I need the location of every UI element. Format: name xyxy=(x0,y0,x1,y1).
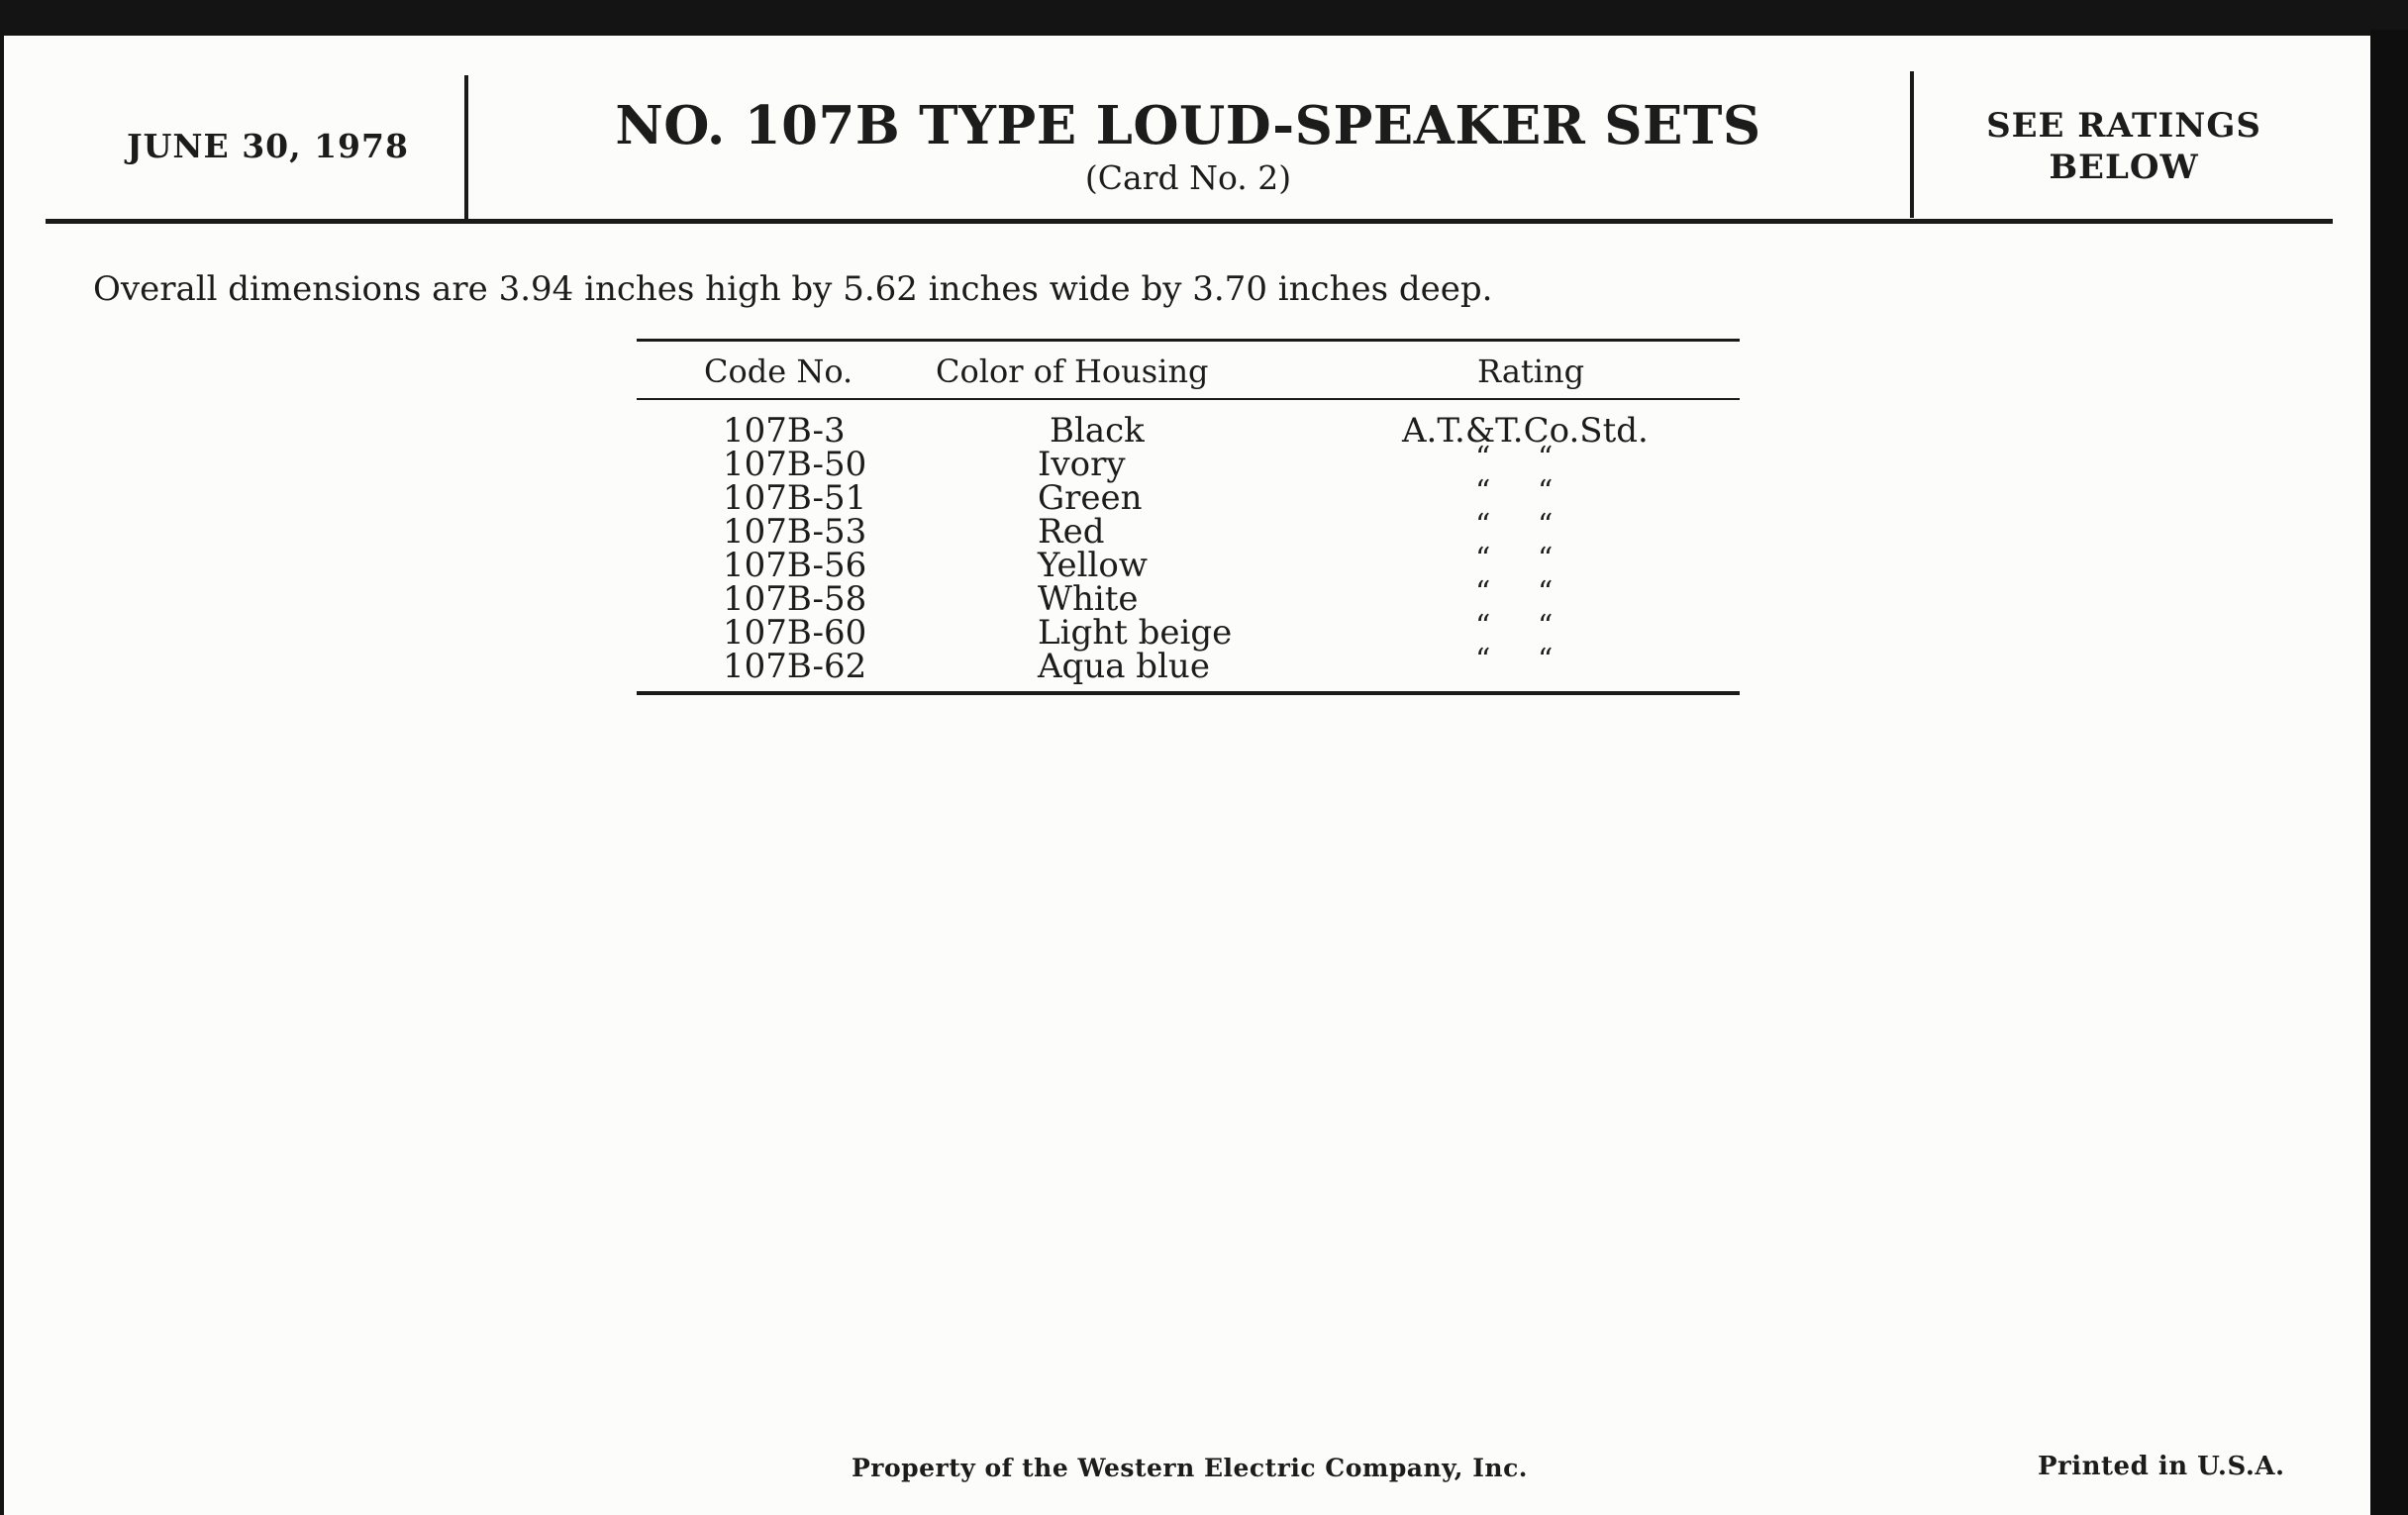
column-header-rating: Rating xyxy=(1477,353,1585,390)
column-header-code: Code No. xyxy=(704,353,853,390)
table-rule-bottom xyxy=(637,691,1740,695)
table-rule-top xyxy=(637,339,1740,342)
column-header-color: Color of Housing xyxy=(936,353,1209,390)
table-cell-color: White xyxy=(1038,579,1139,619)
table-cell-rating: A.T.&T.Co.Std. xyxy=(1402,411,1649,451)
table-cell-color: Ivory xyxy=(1038,445,1126,484)
table-cell-color: Light beige xyxy=(1038,613,1233,653)
table-cell-rating: “ “ xyxy=(1475,474,1554,509)
document-card xyxy=(4,36,2370,1515)
footer-property: Property of the Western Electric Company, Inc. xyxy=(852,1454,1529,1482)
page-title: NO. 107B TYPE LOUD-SPEAKER SETS xyxy=(615,95,1761,156)
header-date: JUNE 30, 1978 xyxy=(127,127,409,165)
header-rule xyxy=(46,219,2333,224)
table-cell-rating: “ “ xyxy=(1475,542,1554,576)
table-cell-code: 107B-56 xyxy=(723,546,867,585)
table-cell-rating: “ “ xyxy=(1475,609,1554,644)
table-cell-code: 107B-58 xyxy=(723,579,867,619)
ratings-note xyxy=(1916,105,2332,188)
table-cell-code: 107B-50 xyxy=(723,445,867,484)
table-cell-color: Red xyxy=(1038,512,1105,552)
table-cell-code: 107B-51 xyxy=(723,478,867,518)
page-subtitle: (Card No. 2) xyxy=(1084,158,1292,197)
table-cell-color: Aqua blue xyxy=(1038,647,1210,686)
table-cell-color: Green xyxy=(1038,478,1143,518)
table-cell-rating: “ “ xyxy=(1475,643,1554,677)
table-cell-rating: “ “ xyxy=(1475,575,1554,610)
table-cell-rating: “ “ xyxy=(1475,508,1554,543)
table-cell-color: Black xyxy=(1050,411,1145,451)
dimensions-text: Overall dimensions are 3.94 inches high by 5.62 inches wide by 3.70 inches deep. xyxy=(93,269,1493,309)
table-cell-code: 107B-53 xyxy=(723,512,867,552)
scan-edge-shadow xyxy=(2370,30,2408,1515)
footer-printed: Printed in U.S.A. xyxy=(2038,1452,2285,1481)
table-cell-rating: “ “ xyxy=(1475,441,1554,475)
table-cell-code: 107B-62 xyxy=(723,647,867,686)
table-cell-code: 107B-60 xyxy=(723,613,867,653)
table-cell-code: 107B-3 xyxy=(723,411,846,451)
ratings-note-line2: BELOW xyxy=(2049,148,2199,187)
table-rule-header xyxy=(637,398,1740,400)
table-cell-color: Yellow xyxy=(1038,546,1148,585)
ratings-note-line1: SEE RATINGS xyxy=(1986,106,2261,146)
header-divider-right xyxy=(1910,71,1914,218)
